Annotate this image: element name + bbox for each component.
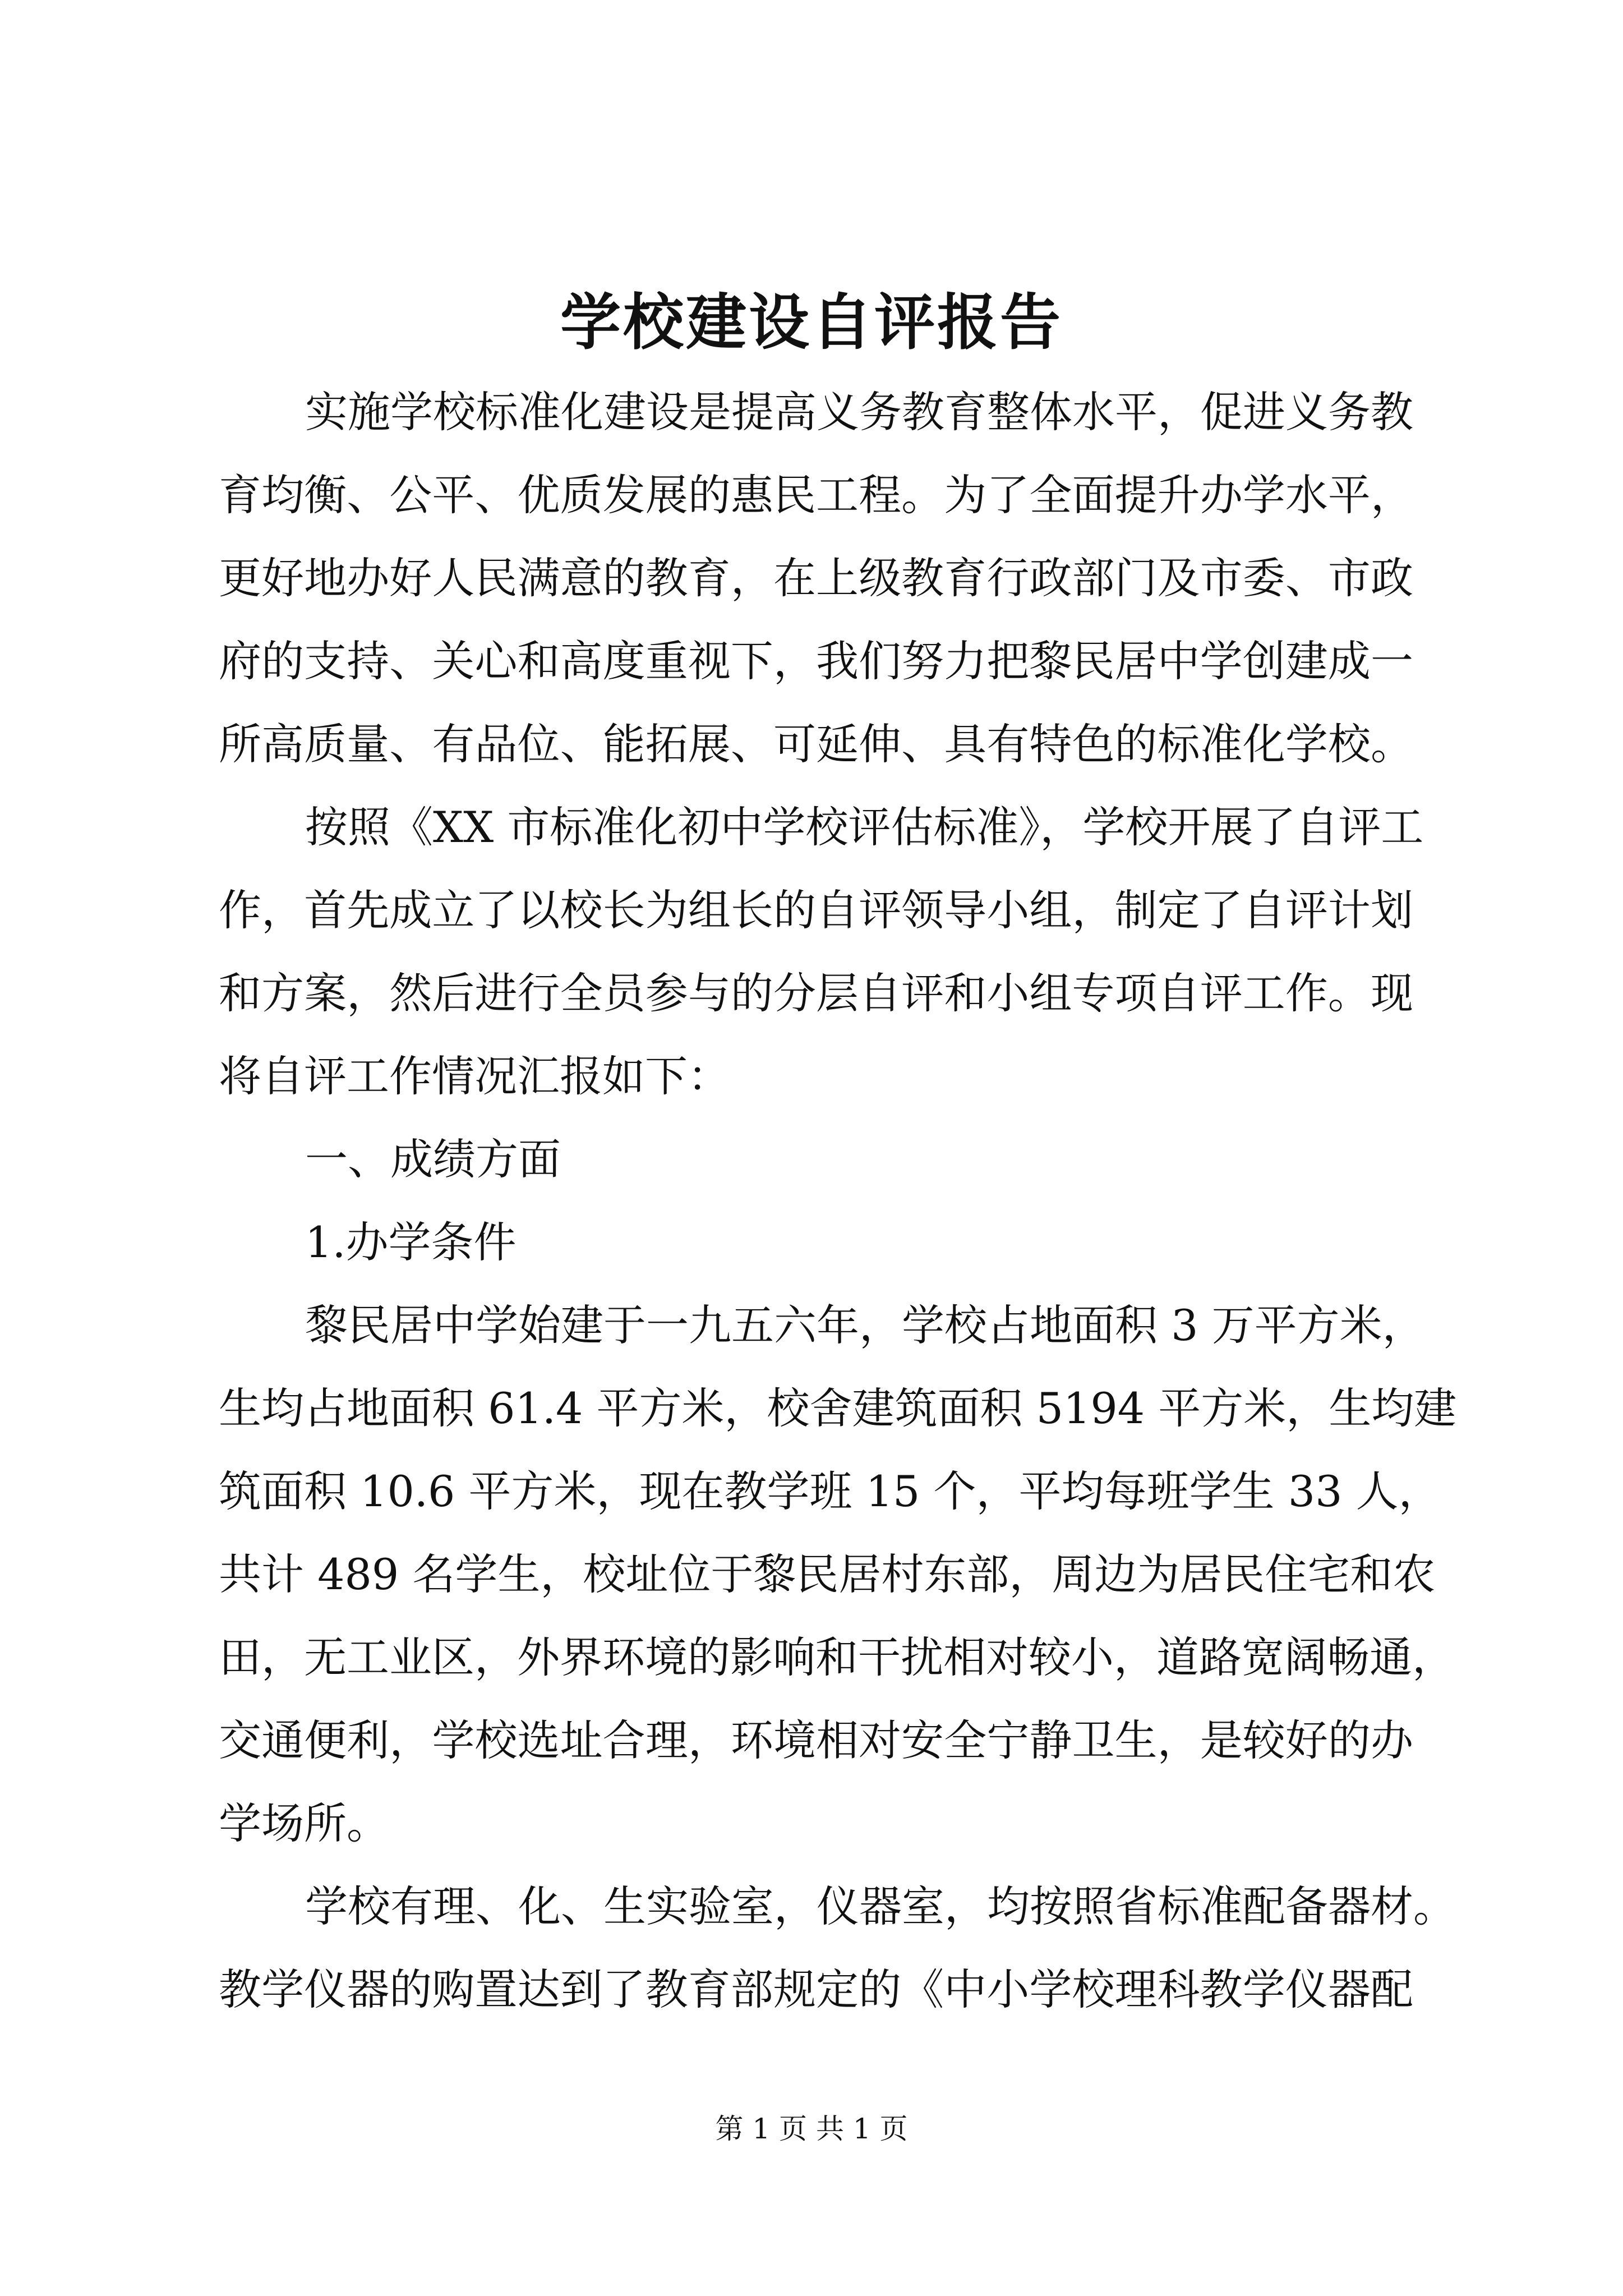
body-line: 生均占地面积 61.4 平方米，校舍建筑面积 5194 平方米，生均建 bbox=[219, 1383, 1457, 1433]
body-line: 实施学校标准化建设是提高义务教育整体水平，促进义务教 bbox=[305, 387, 1413, 437]
body-line: 按照《XX 市标准化初中学校评估标准》，学校开展了自评工 bbox=[305, 802, 1424, 852]
body-line: 府的支持、关心和高度重视下，我们努力把黎民居中学创建成一 bbox=[219, 636, 1413, 686]
body-line: 教学仪器的购置达到了教育部规定的《中小学校理科教学仪器配 bbox=[219, 1964, 1413, 2014]
body-line: 和方案，然后进行全员参与的分层自评和小组专项自评工作。现 bbox=[219, 968, 1413, 1018]
document-title: 学校建设自评报告 bbox=[560, 287, 1063, 358]
body-line: 育均衡、公平、优质发展的惠民工程。为了全面提升办学水平， bbox=[219, 470, 1413, 520]
body-line: 交通便利，学校选址合理，环境相对安全宁静卫生，是较好的办 bbox=[219, 1715, 1413, 1765]
body-line: 作，首先成立了以校长为组长的自评领导小组，制定了自评计划 bbox=[219, 885, 1413, 935]
body-line: 学场所。 bbox=[219, 1798, 389, 1848]
subsection-heading: 1.办学条件 bbox=[305, 1217, 517, 1267]
body-line: 田，无工业区，外界环境的影响和干扰相对较小，道路宽阔畅通， bbox=[219, 1632, 1455, 1682]
body-line: 学校有理、化、生实验室，仪器室，均按照省标准配备器材。 bbox=[305, 1881, 1456, 1931]
body-line: 所高质量、有品位、能拓展、可延伸、具有特色的标准化学校。 bbox=[219, 719, 1413, 769]
body-line: 更好地办好人民满意的教育，在上级教育行政部门及市委、市政 bbox=[219, 553, 1413, 603]
body-line: 筑面积 10.6 平方米，现在教学班 15 个，平均每班学生 33 人， bbox=[219, 1466, 1441, 1516]
body-line: 将自评工作情况汇报如下： bbox=[219, 1051, 730, 1101]
body-line: 黎民居中学始建于一九五六年，学校占地面积 3 万平方米， bbox=[305, 1300, 1425, 1350]
page-footer: 第 1 页 共 1 页 bbox=[715, 2113, 908, 2145]
section-heading: 一、成绩方面 bbox=[305, 1134, 561, 1184]
body-line: 共计 489 名学生，校址位于黎民居村东部，周边为居民住宅和农 bbox=[219, 1549, 1436, 1599]
